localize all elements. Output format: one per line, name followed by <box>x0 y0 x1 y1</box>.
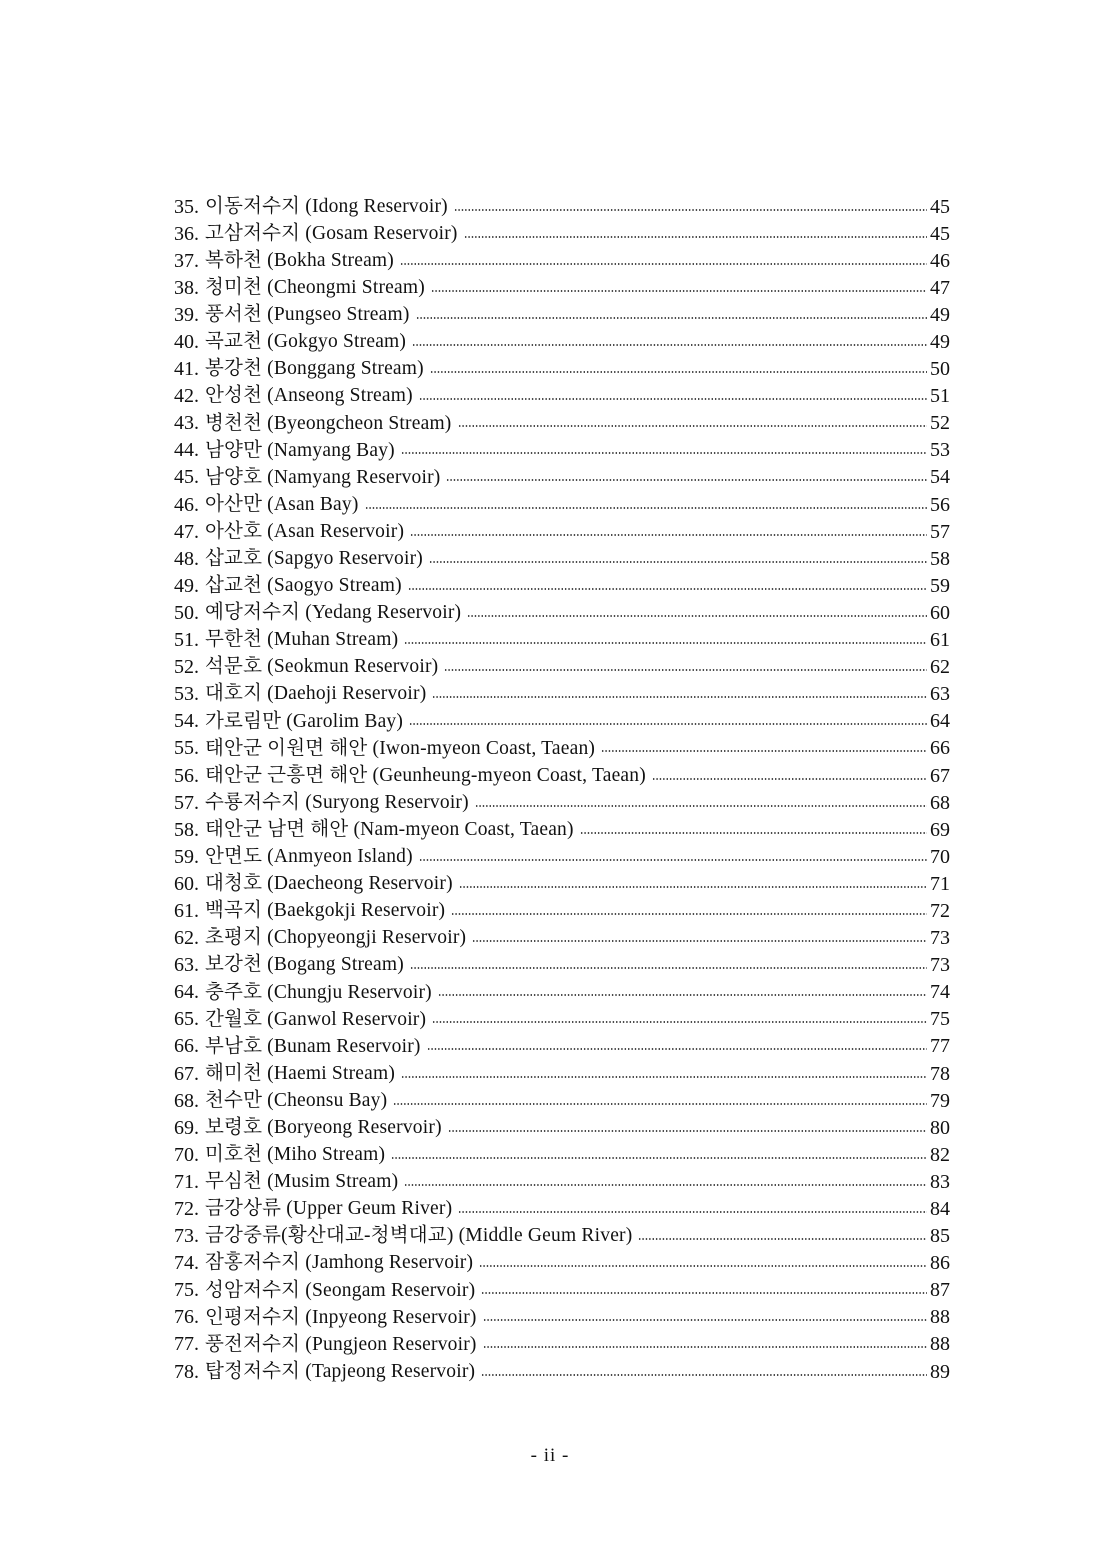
entry-number: 70. <box>174 1143 199 1166</box>
entry-number: 76. <box>174 1306 199 1329</box>
entry-title: 수룡저수지 (Suryong Reservoir) <box>205 791 469 813</box>
entry-title: 고삼저수지 (Gosam Reservoir) <box>205 222 458 244</box>
entry-page-number: 58 <box>930 547 950 570</box>
entry-page-number: 75 <box>930 1008 950 1031</box>
entry-page-number: 70 <box>930 845 950 868</box>
entry-title: 보강천 (Bogang Stream) <box>205 954 404 976</box>
toc-entry[interactable] <box>174 193 950 220</box>
entry-number: 72. <box>174 1198 199 1221</box>
entry-number: 37. <box>174 249 199 272</box>
entry-page-number: 86 <box>930 1252 950 1275</box>
entry-number: 61. <box>174 899 199 922</box>
entry-page-number: 46 <box>930 249 950 272</box>
toc-entry[interactable] <box>174 870 950 897</box>
entry-title: 삽교호 (Sapgyo Reservoir) <box>205 548 423 570</box>
dot-leader <box>483 1346 927 1348</box>
entry-page-number: 67 <box>930 764 950 787</box>
entry-number: 43. <box>174 412 199 435</box>
entry-page-number: 45 <box>930 222 950 245</box>
toc-entry[interactable] <box>174 789 950 816</box>
entry-number: 63. <box>174 954 199 977</box>
toc-entry[interactable] <box>174 383 950 410</box>
dot-leader <box>409 723 927 725</box>
dot-leader <box>432 1021 927 1023</box>
entry-title: 보령호 (Boryeong Reservoir) <box>205 1116 442 1138</box>
toc-entry[interactable] <box>174 572 950 599</box>
toc-entry[interactable] <box>174 1141 950 1168</box>
entry-page-number: 80 <box>930 1116 950 1139</box>
dot-leader <box>451 913 927 915</box>
toc-entry[interactable] <box>174 491 950 518</box>
entry-title: 풍전저수지 (Pungjeon Reservoir) <box>205 1333 477 1355</box>
entry-page-number: 51 <box>930 385 950 408</box>
entry-page-number: 73 <box>930 954 950 977</box>
entry-page-number: 85 <box>930 1225 950 1248</box>
toc-entry[interactable] <box>174 1060 950 1087</box>
entry-title: 이동저수지 (Idong Reservoir) <box>205 195 448 217</box>
entry-number: 75. <box>174 1279 199 1302</box>
dot-leader <box>448 1130 927 1132</box>
dot-leader <box>430 371 927 373</box>
toc-entry[interactable] <box>174 1277 950 1304</box>
entry-title: 남양호 (Namyang Reservoir) <box>205 466 441 488</box>
dot-leader <box>652 778 927 780</box>
entry-page-number: 50 <box>930 358 950 381</box>
toc-entry[interactable] <box>174 301 950 328</box>
entry-title: 백곡지 (Baekgokji Reservoir) <box>205 900 446 922</box>
entry-title: 태안군 근흥면 해안 (Geunheung-myeon Coast, Taean) <box>205 764 646 786</box>
dot-leader <box>432 696 927 698</box>
dot-leader <box>412 344 927 346</box>
toc-entry[interactable] <box>174 1223 950 1250</box>
dot-leader <box>446 479 927 481</box>
entry-title: 충주호 (Chungju Reservoir) <box>205 981 432 1003</box>
dot-leader <box>638 1238 927 1240</box>
entry-page-number: 61 <box>930 629 950 652</box>
toc-entry[interactable] <box>174 1087 950 1114</box>
toc-entry[interactable] <box>174 708 950 735</box>
entry-page-number: 69 <box>930 818 950 841</box>
entry-page-number: 49 <box>930 331 950 354</box>
entry-page-number: 84 <box>930 1198 950 1221</box>
toc-entry[interactable] <box>174 1358 950 1385</box>
dot-leader <box>458 1211 927 1213</box>
entry-title: 가로림만 (Garolim Bay) <box>205 710 404 732</box>
dot-leader <box>401 452 927 454</box>
entry-title: 탑정저수지 (Tapjeong Reservoir) <box>205 1360 476 1382</box>
entry-title: 예당저수지 (Yedang Reservoir) <box>205 602 462 624</box>
entry-number: 78. <box>174 1360 199 1383</box>
dot-leader <box>472 940 927 942</box>
entry-page-number: 59 <box>930 574 950 597</box>
dot-leader <box>601 750 927 752</box>
entry-title: 남양만 (Namyang Bay) <box>205 439 395 461</box>
dot-leader <box>401 1076 927 1078</box>
entry-page-number: 54 <box>930 466 950 489</box>
entry-number: 44. <box>174 439 199 462</box>
entry-number: 40. <box>174 331 199 354</box>
dot-leader <box>404 642 927 644</box>
toc-entry[interactable] <box>174 410 950 437</box>
entry-number: 47. <box>174 520 199 543</box>
entry-number: 60. <box>174 872 199 895</box>
dot-leader <box>580 832 927 834</box>
entry-title: 무한천 (Muhan Stream) <box>205 629 399 651</box>
dot-leader <box>419 859 927 861</box>
dot-leader <box>400 263 927 265</box>
toc-entry[interactable] <box>174 1033 950 1060</box>
entry-page-number: 56 <box>930 493 950 516</box>
entry-number: 64. <box>174 981 199 1004</box>
toc-entry[interactable] <box>174 843 950 870</box>
dot-leader <box>410 967 927 969</box>
toc-entry[interactable] <box>174 1195 950 1222</box>
entry-title: 초평지 (Chopyeongji Reservoir) <box>205 927 467 949</box>
entry-number: 49. <box>174 574 199 597</box>
entry-number: 39. <box>174 303 199 326</box>
entry-title: 대청호 (Daecheong Reservoir) <box>205 873 453 895</box>
entry-page-number: 60 <box>930 601 950 624</box>
dot-leader <box>391 1157 927 1159</box>
entry-number: 69. <box>174 1116 199 1139</box>
toc-entry[interactable] <box>174 681 950 708</box>
dot-leader <box>479 1265 927 1267</box>
entry-number: 45. <box>174 466 199 489</box>
entry-title: 안성천 (Anseong Stream) <box>205 385 413 407</box>
entry-title: 성암저수지 (Seongam Reservoir) <box>205 1279 476 1301</box>
entry-page-number: 72 <box>930 899 950 922</box>
dot-leader <box>404 1184 927 1186</box>
entry-title: 간월호 (Ganwol Reservoir) <box>205 1008 427 1030</box>
toc-entry[interactable] <box>174 545 950 572</box>
toc-entry[interactable] <box>174 1250 950 1277</box>
toc-entry[interactable] <box>174 464 950 491</box>
entry-page-number: 49 <box>930 303 950 326</box>
toc-entry[interactable] <box>174 1006 950 1033</box>
dot-leader <box>429 561 927 563</box>
page-number: - ii - <box>530 1445 570 1466</box>
toc-entry[interactable] <box>174 952 950 979</box>
toc-entry[interactable] <box>174 247 950 274</box>
entry-number: 58. <box>174 818 199 841</box>
dot-leader <box>410 534 927 536</box>
entry-page-number: 87 <box>930 1279 950 1302</box>
toc-entry[interactable] <box>174 599 950 626</box>
toc-entry[interactable] <box>174 979 950 1006</box>
entry-title: 아산호 (Asan Reservoir) <box>205 520 405 542</box>
toc-entry[interactable] <box>174 220 950 247</box>
entry-number: 41. <box>174 358 199 381</box>
dot-leader <box>464 236 927 238</box>
dot-leader <box>438 994 927 996</box>
entry-title: 천수만 (Cheonsu Bay) <box>205 1089 388 1111</box>
entry-number: 77. <box>174 1333 199 1356</box>
entry-number: 53. <box>174 683 199 706</box>
dot-leader <box>483 1319 927 1321</box>
entry-page-number: 88 <box>930 1306 950 1329</box>
dot-leader <box>416 317 927 319</box>
table-of-contents <box>174 193 950 1385</box>
entry-number: 38. <box>174 276 199 299</box>
toc-entry[interactable] <box>174 356 950 383</box>
entry-title: 병천천 (Byeongcheon Stream) <box>205 412 452 434</box>
entry-page-number: 47 <box>930 276 950 299</box>
entry-title: 태안군 남면 해안 (Nam-myeon Coast, Taean) <box>205 818 574 840</box>
entry-number: 73. <box>174 1225 199 1248</box>
entry-number: 50. <box>174 601 199 624</box>
entry-title: 대호지 (Daehoji Reservoir) <box>205 683 427 705</box>
entry-number: 57. <box>174 791 199 814</box>
toc-entry[interactable] <box>174 735 950 762</box>
entry-page-number: 45 <box>930 195 950 218</box>
toc-entry[interactable] <box>174 816 950 843</box>
entry-number: 71. <box>174 1170 199 1193</box>
entry-title: 안면도 (Anmyeon Island) <box>205 846 413 868</box>
entry-title: 봉강천 (Bonggang Stream) <box>205 358 424 380</box>
toc-entry[interactable] <box>174 274 950 301</box>
entry-title: 인평저수지 (Inpyeong Reservoir) <box>205 1306 477 1328</box>
entry-title: 무심천 (Musim Stream) <box>205 1171 399 1193</box>
entry-title: 복하천 (Bokha Stream) <box>205 249 394 271</box>
entry-page-number: 83 <box>930 1170 950 1193</box>
dot-leader <box>393 1103 927 1105</box>
entry-number: 35. <box>174 195 199 218</box>
entry-number: 66. <box>174 1035 199 1058</box>
toc-entry[interactable] <box>174 1114 950 1141</box>
entry-page-number: 78 <box>930 1062 950 1085</box>
entry-page-number: 88 <box>930 1333 950 1356</box>
toc-entry[interactable] <box>174 654 950 681</box>
entry-number: 65. <box>174 1008 199 1031</box>
entry-number: 62. <box>174 927 199 950</box>
entry-page-number: 64 <box>930 710 950 733</box>
entry-number: 46. <box>174 493 199 516</box>
toc-entry[interactable] <box>174 1331 950 1358</box>
entry-number: 67. <box>174 1062 199 1085</box>
entry-title: 석문호 (Seokmun Reservoir) <box>205 656 439 678</box>
entry-page-number: 77 <box>930 1035 950 1058</box>
dot-leader <box>408 588 927 590</box>
entry-title: 금강중류(황산대교-청벽대교) (Middle Geum River) <box>205 1225 633 1247</box>
entry-number: 48. <box>174 547 199 570</box>
entry-title: 잠홍저수지 (Jamhong Reservoir) <box>205 1252 474 1274</box>
entry-title: 곡교천 (Gokgyo Stream) <box>205 331 407 353</box>
entry-page-number: 82 <box>930 1143 950 1166</box>
toc-entry[interactable] <box>174 1304 950 1331</box>
entry-page-number: 74 <box>930 981 950 1004</box>
entry-number: 74. <box>174 1252 199 1275</box>
entry-title: 미호천 (Miho Stream) <box>205 1144 386 1166</box>
entry-page-number: 73 <box>930 927 950 950</box>
entry-number: 56. <box>174 764 199 787</box>
entry-title: 아산만 (Asan Bay) <box>205 493 359 515</box>
entry-page-number: 62 <box>930 656 950 679</box>
toc-entry[interactable] <box>174 1168 950 1195</box>
dot-leader <box>419 398 927 400</box>
toc-entry[interactable] <box>174 437 950 464</box>
dot-leader <box>459 886 927 888</box>
entry-number: 52. <box>174 656 199 679</box>
dot-leader <box>427 1048 927 1050</box>
entry-page-number: 89 <box>930 1360 950 1383</box>
toc-entry[interactable] <box>174 518 950 545</box>
entry-page-number: 57 <box>930 520 950 543</box>
toc-entry[interactable] <box>174 762 950 789</box>
dot-leader <box>365 507 927 509</box>
entry-page-number: 52 <box>930 412 950 435</box>
entry-title: 청미천 (Cheongmi Stream) <box>205 277 425 299</box>
entry-number: 68. <box>174 1089 199 1112</box>
entry-page-number: 79 <box>930 1089 950 1112</box>
entry-page-number: 68 <box>930 791 950 814</box>
entry-title: 금강상류 (Upper Geum River) <box>205 1198 453 1220</box>
entry-page-number: 66 <box>930 737 950 760</box>
entry-title: 삽교천 (Saogyo Stream) <box>205 575 402 597</box>
dot-leader <box>467 615 927 617</box>
dot-leader <box>475 805 927 807</box>
dot-leader <box>444 669 927 671</box>
entry-number: 54. <box>174 710 199 733</box>
entry-number: 59. <box>174 845 199 868</box>
entry-title: 해미천 (Haemi Stream) <box>205 1062 396 1084</box>
dot-leader <box>481 1374 927 1376</box>
dot-leader <box>431 290 927 292</box>
toc-entry[interactable] <box>174 627 950 654</box>
entry-number: 51. <box>174 629 199 652</box>
entry-title: 태안군 이원면 해안 (Iwon-myeon Coast, Taean) <box>205 737 596 759</box>
dot-leader <box>454 209 927 211</box>
entry-page-number: 71 <box>930 872 950 895</box>
dot-leader <box>458 425 927 427</box>
entry-number: 36. <box>174 222 199 245</box>
toc-entry[interactable] <box>174 328 950 355</box>
toc-entry[interactable] <box>174 897 950 924</box>
entry-number: 55. <box>174 737 199 760</box>
entry-title: 풍서천 (Pungseo Stream) <box>205 304 410 326</box>
entry-page-number: 53 <box>930 439 950 462</box>
entry-title: 부남호 (Bunam Reservoir) <box>205 1035 421 1057</box>
entry-page-number: 63 <box>930 683 950 706</box>
entry-number: 42. <box>174 385 199 408</box>
dot-leader <box>481 1292 927 1294</box>
toc-entry[interactable] <box>174 925 950 952</box>
